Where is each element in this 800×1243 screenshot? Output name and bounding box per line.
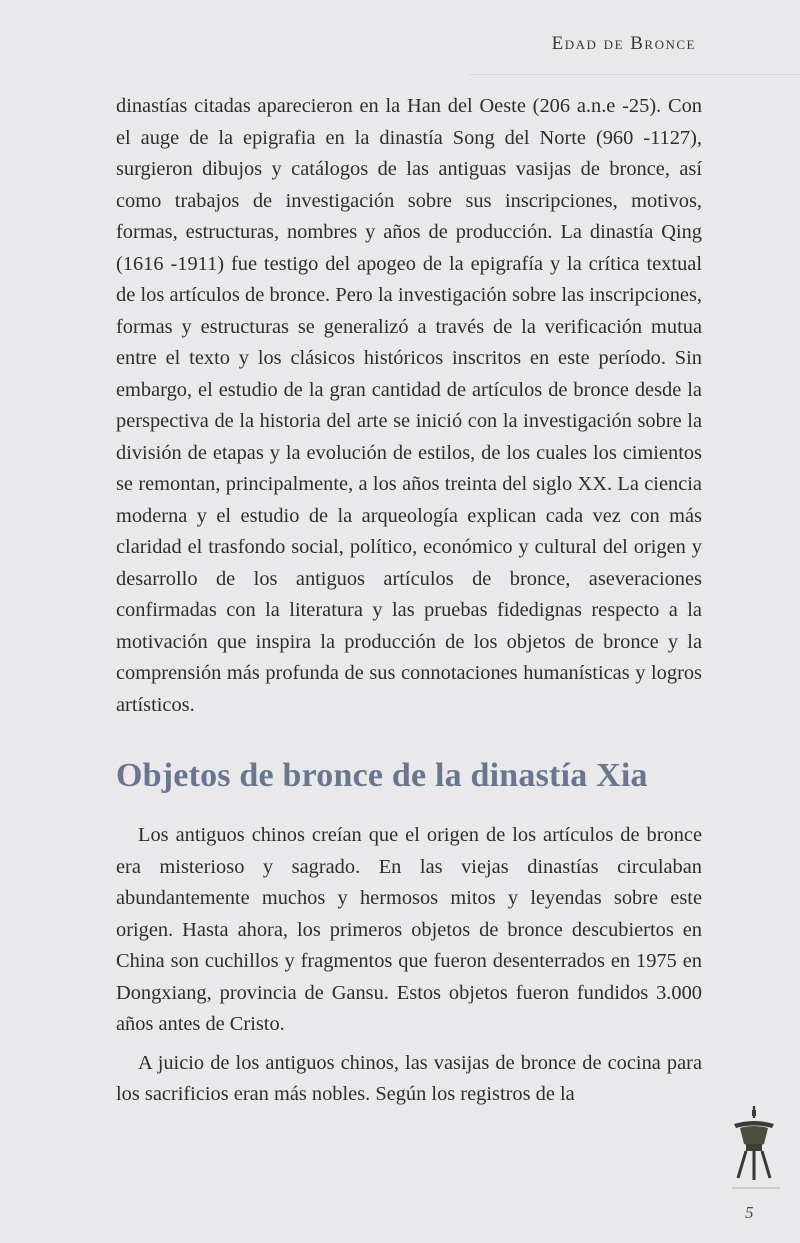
intro-paragraph: dinastías citadas aparecieron en la Han del Oeste (206 a.n.e -25). Con el auge de la epigrafia en la dinastía Song del Norte (960 -1127), surgieron dibujos y catálogos de las antiguas vasijas de bronce, así como trabajos de investigación sobre sus inscripciones, motivos, formas, estructuras, nombres y años de producción. La dinastía Qing (1616 -1911) fue testigo del apogeo de la epigrafía y la crítica textual de los artículos de bronce. Pero la investigación sobre las inscripciones, formas y estructuras se generalizó a través de la verificación mutua entre el texto y los clásicos históricos inscritos en este período. Sin embargo, el estudio de la gran cantidad de artículos de bronce desde la perspectiva de la historia del arte se inició con la investigación sobre la división de etapas y la evolución de estilos, de los cuales los cimientos se remontan, principalmente, a los años treinta del siglo XX. La ciencia moderna y el estudio de la arqueología explican cada vez con más claridad el trasfondo social, político, económico y cultural del origen y desarrollo de los antiguos artículos de bronce, aseveraciones confirmadas con la literatura y las pruebas fidedignas respecto a la motivación que inspira la producción de los objetos de bronce y la comprensión más profunda de sus connotaciones humanísticas y logros artísticos. (116, 95, 702, 716)
section-heading: Objetos de bronce de la dinastía Xia (116, 757, 648, 794)
bronze-vessel-icon (722, 1104, 786, 1196)
section-paragraph-1: Los antiguos chinos creían que el origen de los artículos de bronce era misterioso y sagrado. En las viejas dinastías circulaban abundantemente muchos y hermosos mitos y leyendas sobre este origen. Hasta ahora, los primeros objetos de bronce descubiertos en China son cuchillos y fragmentos que fueron desenterrados en 1975 en Dongxiang, provincia de Gansu. Estos objetos fueron fundidos 3.000 años antes de Cristo. (116, 824, 702, 1035)
header-rule (470, 74, 800, 75)
page-number: 5 (745, 1203, 754, 1222)
section-body (116, 820, 702, 1111)
intro-paragraph-block (116, 91, 702, 721)
running-header: Edad de Bronce (551, 33, 696, 54)
section-paragraph-2: A juicio de los antiguos chinos, las vasijas de bronce de cocina para los sacrificios eran más nobles. Según los registros de la (116, 1051, 702, 1105)
